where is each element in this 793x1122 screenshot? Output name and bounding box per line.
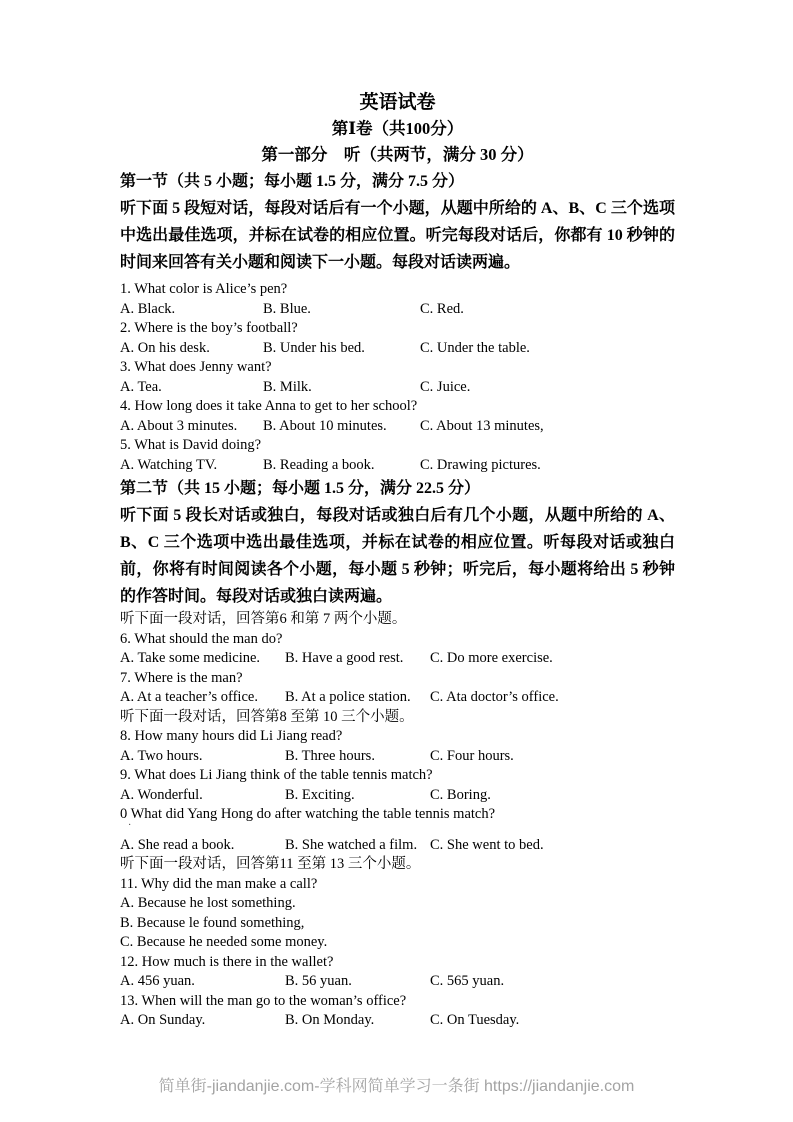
option-a: A. Two hours. (120, 747, 203, 764)
option-c: C. 565 yuan. (430, 973, 505, 989)
option-c: C. Juice. (420, 378, 471, 395)
question-2 (120, 319, 675, 358)
question-options (120, 786, 675, 806)
question-stem: 8. How many hours did Li Jiang read? (120, 728, 343, 744)
question-options (120, 339, 675, 359)
question-9 (120, 766, 675, 805)
volume-heading: 第Ⅰ卷（共100分） (331, 119, 464, 138)
question-12 (120, 953, 675, 992)
question-5 (120, 436, 675, 475)
option-b: B. Three hours. (285, 747, 375, 764)
question-stem: 3. What does Jenny want? (120, 359, 272, 375)
option-b: B. Have a good rest. (285, 650, 404, 666)
option-a: A. Because he lost something. (120, 895, 296, 911)
option-c: C. Ata doctor’s office. (430, 689, 559, 705)
question-6 (120, 630, 675, 669)
option-c: C. She went to bed. (430, 836, 544, 853)
option-b: B. Blue. (263, 300, 311, 317)
question-8 (120, 727, 675, 766)
question-stem: 0 What did Yang Hong do after watching the table tennis match? (120, 806, 496, 822)
question-stem: 4. How long does it take Anna to get to her school? (120, 398, 418, 414)
option-b: B. Under his bed. (263, 339, 365, 356)
option-c: C. Boring. (430, 786, 491, 803)
part-heading: 第一部分 听（共两节，满分 30 分） (261, 145, 534, 164)
option-b: B. Exciting. (285, 786, 355, 803)
option-c: C. Drawing pictures. (420, 456, 541, 473)
option-b: B. She watched a film. (285, 836, 418, 853)
option-a: A. On his desk. (120, 339, 210, 356)
question-options (120, 417, 675, 437)
option-c: C. Under the table. (420, 339, 530, 356)
question-options (120, 836, 675, 856)
page-title: 英语试卷 (359, 92, 436, 113)
option-a: A. Watching TV. (120, 456, 218, 473)
option-a: A. Wonderful. (120, 786, 203, 803)
dialogue-group3-intro: 听下面一段对话，回答第11 至第 13 三个小题。 (120, 856, 421, 872)
dialogue-group2-intro: 听下面一段对话，回答第8 至第 10 三个小题。 (120, 708, 414, 725)
option-b: B. Because le found something, (120, 914, 305, 931)
section1-instructions: 听下面 5 段短对话，每段对话后有一个小题，从题中所给的 A、B、C 三个选项中选出最佳选项，并标在试卷的相应位置。听完每段对话后，你都有 10 秒钟的时间来回答有关小题和阅读下一小题。每段对话读两遍。 (120, 200, 675, 271)
option-b: B. 56 yuan. (285, 973, 352, 989)
watermark-footer: 简单街-jiandanjie.com-学科网简单学习一条街 https://jiandanjie.com (158, 1078, 635, 1095)
option-a: A. 456 yuan. (120, 973, 195, 989)
question-stem: 11. Why did the man make a call? (120, 875, 318, 892)
option-c: C. Do more exercise. (430, 650, 553, 666)
option-b: B. At a police station. (285, 689, 411, 705)
question-stem: 13. When will the man go to the woman’s office? (120, 992, 407, 1009)
option-c: C. Red. (420, 300, 464, 317)
question-1 (120, 280, 675, 319)
option-c: C. About 13 minutes, (420, 417, 544, 434)
option-a: A. She read a book. (120, 836, 235, 853)
question-10 (120, 805, 675, 855)
option-a: A. Tea. (120, 378, 162, 395)
option-b: B. Milk. (263, 378, 312, 395)
option-a: A. Take some medicine. (120, 650, 261, 666)
question-stem: 5. What is David doing? (120, 437, 262, 453)
option-b: B. About 10 minutes. (263, 417, 387, 434)
option-a: A. On Sunday. (120, 1012, 206, 1028)
section2-heading: 第二节（共 15 小题；每小题 1.5 分，满分 22.5 分） (120, 480, 481, 497)
question-options (120, 378, 675, 398)
question-stem: 6. What should the man do? (120, 630, 283, 647)
dialogue-group1-intro: 听下面一段对话，回答第6 和第 7 两个小题。 (120, 611, 407, 627)
question-11 (120, 875, 675, 953)
question-options (120, 747, 675, 767)
question-stem: 7. Where is the man? (120, 669, 243, 686)
question-options (120, 1011, 675, 1031)
option-a: A. About 3 minutes. (120, 417, 238, 434)
question-7 (120, 669, 675, 708)
question-options (120, 688, 675, 708)
question-options (120, 972, 675, 992)
option-b: B. On Monday. (285, 1012, 375, 1028)
question-stem: 12. How much is there in the wallet? (120, 953, 334, 970)
section2-instructions: 听下面 5 段长对话或独白，每段对话或独白后有几个小题，从题中所给的 A、B、C 三个选项中选出最佳选项，并标在试卷的相应位置。听每段对话或独白前，你将有时间阅读各个小题，每小题 5 秒钟；听完后，每小题将给出 5 秒钟的作答时间。每段对话或独白读两遍。 (120, 507, 675, 605)
stray-mark: · (128, 820, 132, 831)
question-options (120, 456, 675, 476)
question-options (120, 649, 675, 669)
option-b: B. Reading a book. (263, 456, 375, 473)
question-stem: 2. Where is the boy’s football? (120, 320, 298, 336)
option-a: A. Black. (120, 300, 176, 317)
question-3 (120, 358, 675, 397)
question-options (120, 300, 675, 320)
option-c: C. On Tuesday. (430, 1012, 520, 1028)
section1-heading: 第一节（共 5 小题；每小题 1.5 分，满分 7.5 分） (120, 173, 465, 190)
option-a: A. At a teacher’s office. (120, 689, 258, 705)
question-stem: 9. What does Li Jiang think of the table tennis match? (120, 767, 433, 783)
question-13 (120, 992, 675, 1031)
option-c: C. Because he needed some money. (120, 934, 328, 950)
question-4 (120, 397, 675, 436)
option-c: C. Four hours. (430, 747, 514, 764)
question-stem: 1. What color is Alice’s pen? (120, 281, 288, 297)
